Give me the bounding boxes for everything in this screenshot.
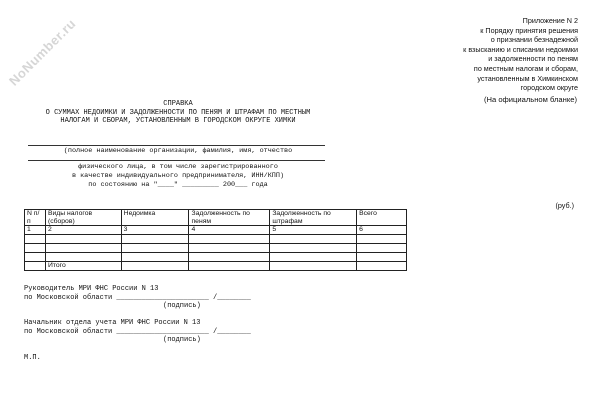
col-number: 5 — [270, 226, 357, 235]
table-cell[interactable] — [270, 243, 357, 252]
currency-unit: (руб.) — [555, 201, 574, 210]
head-title: Руководитель МРИ ФНС России N 13 — [24, 285, 159, 293]
col-header-total: Всего — [357, 210, 407, 226]
table-cell[interactable] — [121, 243, 189, 252]
col-number: 4 — [189, 226, 270, 235]
head-signature-line: по Московской области ______________________ /________ — [24, 294, 251, 302]
table-cell[interactable] — [189, 252, 270, 261]
appendix-line: о признании безнадежной — [490, 35, 578, 45]
col-header-fine-debt: Задолженность по штрафам — [270, 210, 357, 226]
col-number: 1 — [25, 226, 46, 235]
dept-head-signature-caption: (подпись) — [163, 336, 201, 344]
col-header-arrears: Недоимка — [121, 210, 189, 226]
appendix-line: и задолженности по пеням — [488, 54, 578, 64]
table-row — [25, 243, 407, 252]
table-cell[interactable] — [270, 252, 357, 261]
table-cell[interactable] — [270, 261, 357, 270]
appendix-line: городском округе — [520, 83, 578, 93]
org-name-caption-3: в качестве индивидуального предпринимателя, ИНН/КПП) — [71, 172, 285, 180]
col-number: 3 — [121, 226, 189, 235]
appendix-line: установленным в Химкинском — [477, 73, 578, 83]
document-title-line-2: НАЛОГАМ И СБОРАМ, УСТАНОВЛЕННЫМ В ГОРОДСКОМ ОКРУГЕ ХИМКИ — [60, 117, 296, 126]
appendix-line: к взысканию и списании недоимки — [463, 44, 578, 54]
table-cell[interactable] — [357, 252, 407, 261]
table-cell[interactable] — [25, 243, 46, 252]
appendix-line: по местным налогам и сборам, — [473, 63, 578, 73]
col-number: 2 — [45, 226, 121, 235]
table-cell[interactable] — [270, 234, 357, 243]
document-heading: СПРАВКА — [163, 100, 193, 108]
title-block — [28, 100, 328, 126]
table-cell[interactable] — [45, 243, 121, 252]
table-cell[interactable] — [121, 252, 189, 261]
table-row — [25, 252, 407, 261]
stamp-place: М.П. — [24, 354, 41, 362]
col-number: 6 — [357, 226, 407, 235]
table-header-row — [25, 210, 407, 226]
table-cell[interactable] — [357, 261, 407, 270]
org-name-caption-1: (полное наименование организации, фамилия, имя, отчество — [63, 147, 293, 155]
table-cell[interactable] — [189, 234, 270, 243]
document-title-line-1: О СУММАХ НЕДОИМКИ И ЗАДОЛЖЕННОСТИ ПО ПЕНЯМ И ШТРАФАМ ПО МЕСТНЫМ — [45, 108, 311, 117]
watermark: NoNumber.ru — [6, 15, 79, 89]
table-cell[interactable] — [25, 252, 46, 261]
table-cell[interactable] — [121, 234, 189, 243]
col-header-number: N п/п — [25, 210, 46, 226]
col-header-tax-type: Виды налогов (сборов) — [45, 210, 121, 226]
org-name-line-2 — [28, 160, 325, 161]
table-cell[interactable] — [25, 234, 46, 243]
appendix-line: Приложение N 2 — [522, 16, 578, 25]
table-cell[interactable] — [189, 243, 270, 252]
table-cell[interactable] — [189, 261, 270, 270]
table-cell[interactable] — [357, 243, 407, 252]
appendix-block — [408, 16, 578, 93]
table-cell[interactable] — [45, 252, 121, 261]
table-cell[interactable] — [357, 234, 407, 243]
table-cell — [25, 261, 46, 270]
table-total-row — [25, 261, 407, 270]
as-of-date: по состоянию на "____" _________ 200___ года — [88, 181, 268, 189]
total-label: Итого — [45, 261, 121, 270]
table-cell[interactable] — [121, 261, 189, 270]
dept-head-title: Начальник отдела учета МРИ ФНС России N 13 — [24, 319, 201, 327]
dept-head-signature-line: по Московской области ______________________ /________ — [24, 328, 251, 336]
org-name-caption-2: физического лица, в том числе зарегистрированного — [78, 163, 278, 171]
table-cell[interactable] — [45, 234, 121, 243]
org-name-line-1 — [28, 145, 325, 146]
head-signature-caption: (подпись) — [163, 302, 201, 310]
col-header-penalty-debt: Задолженность по пеням — [189, 210, 270, 226]
debt-table — [24, 209, 407, 271]
appendix-line: к Порядку принятия решения — [480, 25, 578, 35]
table-numbering-row — [25, 226, 407, 235]
table-row — [25, 234, 407, 243]
official-form-note: (На официальном бланке) — [483, 95, 577, 104]
